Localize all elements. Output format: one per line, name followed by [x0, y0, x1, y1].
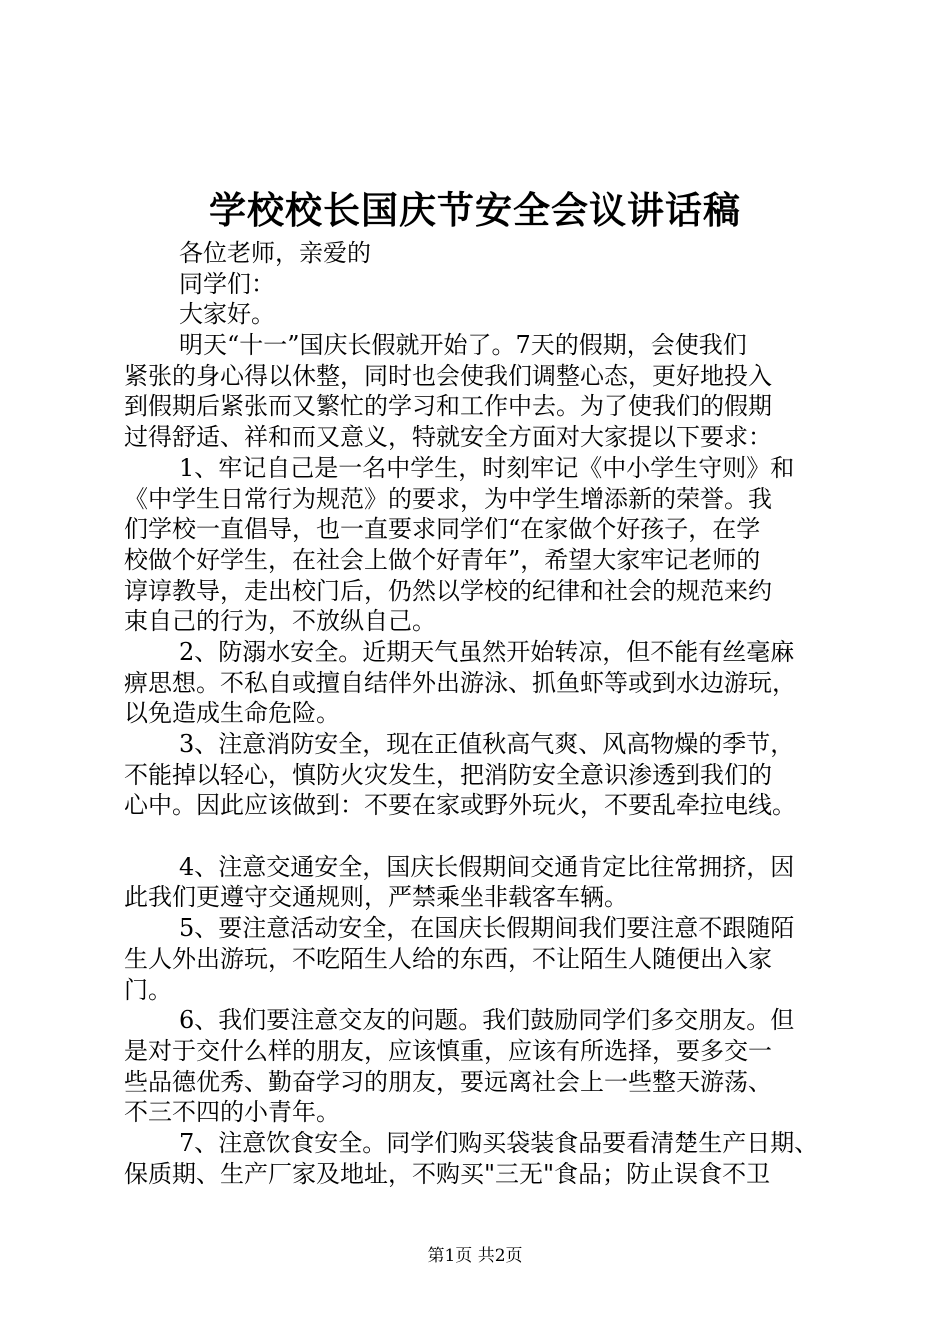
text-line: 2、防溺水安全。近期天气虽然开始转凉，但不能有丝毫麻 — [179, 637, 795, 666]
text-line: 各位老师，亲爱的 — [179, 239, 371, 267]
text-line: 3、注意消防安全，现在正值秋高气爽、风高物燥的季节， — [179, 730, 795, 758]
text-line: 门。 — [124, 975, 172, 1004]
text-line: 些品德优秀、勤奋学习的朋友，要远离社会上一些整天游荡、 — [124, 1067, 772, 1096]
text-line: 保质期、生产厂家及地址，不购买"三无"食品；防止误食不卫 — [124, 1159, 771, 1188]
text-line: 紧张的身心得以休整，同时也会使我们调整心态，更好地投入 — [124, 361, 772, 390]
text-line: 心中。因此应该做到：不要在家或野外玩火，不要乱牵拉电线。 — [124, 791, 796, 820]
text-line: 6、我们要注意交友的问题。我们鼓励同学们多交朋友。但 — [179, 1006, 795, 1035]
text-line: 此我们更遵守交通规则，严禁乘坐非载客车辆。 — [124, 883, 628, 912]
document-body — [124, 238, 844, 1189]
blank-line — [124, 821, 844, 852]
text-line: 是对于交什么样的朋友，应该慎重，应该有所选择，要多交一 — [124, 1036, 772, 1065]
page-footer: 第1页 共2页 — [427, 1246, 523, 1266]
text-line: 不能掉以轻心，慎防火灾发生，把消防安全意识渗透到我们的 — [124, 760, 772, 789]
text-line: 到假期后紧张而又繁忙的学习和工作中去。为了使我们的假期 — [124, 392, 772, 421]
text-line: 痹思想。不私自或擅自结伴外出游泳、抓鱼虾等或到水边游玩， — [124, 668, 796, 697]
text-line: 1、牢记自己是一名中学生，时刻牢记《中小学生守则》和 — [179, 453, 795, 482]
text-line: 谆谆教导，走出校门后，仍然以学校的纪律和社会的规范来约 — [124, 576, 772, 605]
text-line: 以免造成生命危险。 — [124, 699, 340, 728]
text-line: 校做个好学生，在社会上做个好青年”，希望大家牢记老师的 — [124, 545, 761, 574]
text-line: 过得舒适、祥和而又意义，特就安全方面对大家提以下要求： — [124, 423, 772, 452]
document-title: 学校校长国庆节安全会议讲话稿 — [209, 188, 741, 232]
text-line: 生人外出游玩，不吃陌生人给的东西，不让陌生人随便出入家 — [124, 944, 772, 973]
text-line: 们学校一直倡导，也一直要求同学们“在家做个好孩子，在学 — [124, 515, 761, 544]
text-line: 同学们： — [179, 269, 275, 298]
text-line: 不三不四的小青年。 — [124, 1098, 340, 1127]
text-line: 7、注意饮食安全。同学们购买袋装食品要看清楚生产日期、 — [179, 1128, 819, 1157]
text-line: 5、要注意活动安全，在国庆长假期间我们要注意不跟随陌 — [179, 914, 795, 943]
text-line: 《中学生日常行为规范》的要求，为中学生增添新的荣誉。我 — [124, 484, 772, 513]
text-line: 明天“十一”国庆长假就开始了。7天的假期，会使我们 — [179, 331, 747, 360]
text-line: 大家好。 — [179, 300, 275, 329]
text-line: 4、注意交通安全，国庆长假期间交通肯定比往常拥挤，因 — [179, 852, 795, 881]
text-line: 束自己的行为，不放纵自己。 — [124, 607, 436, 636]
